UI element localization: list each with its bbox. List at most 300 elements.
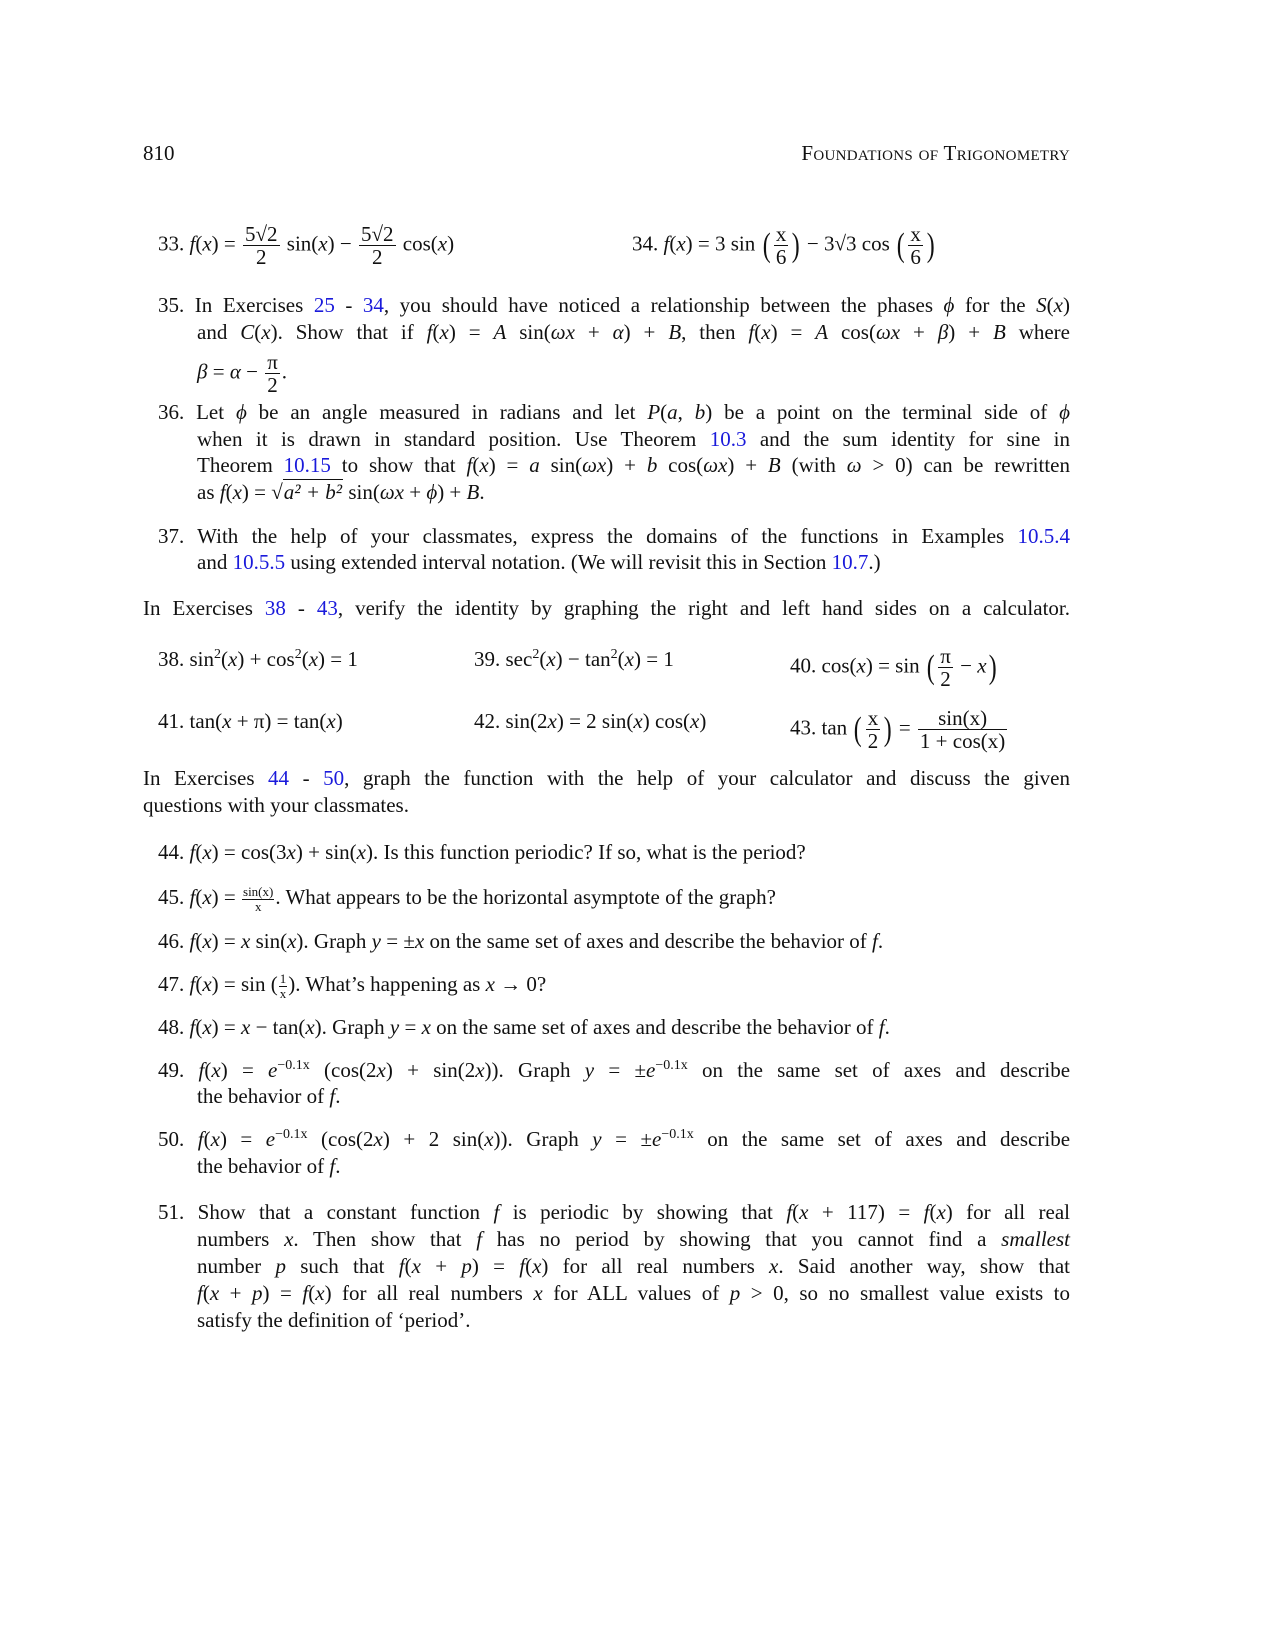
fraction-numerator: sin(x): [918, 707, 1007, 730]
fraction: [918, 707, 1007, 752]
math-variable: x: [689, 709, 700, 733]
text: 40. cos(: [790, 653, 857, 678]
text: (: [202, 1281, 210, 1305]
text: ) +: [727, 453, 768, 477]
text: ) − tan: [555, 647, 611, 671]
text: 48.: [158, 1015, 190, 1039]
math-variable: x: [761, 320, 771, 344]
fraction: [242, 885, 274, 914]
text: ): [447, 231, 455, 256]
superscript: −0.1x: [275, 1127, 308, 1142]
text: questions with your classmates.: [143, 793, 409, 817]
text: to show that: [330, 453, 467, 477]
math-variable: p: [729, 1281, 741, 1305]
text: (: [195, 840, 203, 864]
superscript: −0.1x: [661, 1127, 694, 1142]
math-variable: x: [202, 972, 212, 996]
exercise-50-line: [158, 1125, 1070, 1153]
math-variable: x: [228, 647, 238, 671]
text: ) =: [219, 1127, 266, 1151]
math-variable: x: [1053, 293, 1063, 317]
text: , you should have noticed a relationship between the phases: [383, 293, 944, 317]
text: ) + cos: [237, 647, 295, 671]
math-variable: ωx: [875, 320, 901, 344]
math-variable: f: [663, 231, 670, 256]
text: (cos(2: [307, 1127, 374, 1151]
math-variable: x: [479, 453, 489, 477]
math-variable: x: [241, 929, 251, 953]
exercise-42-line: [474, 707, 706, 735]
math-variable: x: [475, 1058, 485, 1082]
math-variable: f: [466, 453, 473, 477]
text: (: [539, 647, 547, 671]
exercise-51-line: [197, 1252, 1070, 1280]
text: = ±: [380, 929, 415, 953]
text: .: [884, 1015, 890, 1039]
fraction-numerator: 1: [279, 970, 287, 986]
text: ): [1062, 293, 1070, 317]
exercise-36-line: [197, 478, 485, 506]
text: 47.: [158, 972, 190, 996]
text: ): [699, 709, 707, 733]
fraction-denominator: 2: [867, 729, 879, 753]
math-variable: e: [265, 1127, 276, 1151]
math-variable: ωx: [703, 453, 728, 477]
text: ) =: [211, 1015, 242, 1039]
exercise-39-line: [474, 645, 674, 673]
text: =: [399, 1015, 422, 1039]
math-variable: x: [676, 231, 686, 256]
math-variable: p: [461, 1254, 472, 1278]
text: ) =: [488, 453, 530, 477]
text: ) = 1: [633, 647, 674, 671]
text: on the same set of axes and describe: [687, 1058, 1071, 1082]
math-variable: β: [197, 359, 208, 384]
text: (: [754, 320, 762, 344]
fraction-numerator: π: [940, 644, 951, 668]
math-variable: x: [202, 231, 212, 256]
text: ) for all real numbers: [324, 1281, 534, 1305]
fraction-denominator: 6: [910, 245, 921, 269]
text: ). Graph: [296, 929, 372, 953]
exercise-51-line: [197, 1279, 1070, 1307]
text: sin(: [506, 320, 551, 344]
text: 42. sin(2: [474, 709, 548, 733]
text: Theorem: [197, 453, 284, 477]
text: (: [929, 1200, 937, 1224]
text: ). Graph: [314, 1015, 390, 1039]
math-variable: a: [529, 453, 540, 477]
text: the behavior of: [197, 1154, 330, 1178]
text: ) =: [211, 231, 242, 256]
text: ) −: [327, 231, 357, 256]
exercise-36-line: [158, 398, 1070, 426]
fraction: [908, 223, 923, 268]
math-variable: x: [209, 1281, 220, 1305]
text: when it is drawn in standard position. Use Theorem: [197, 427, 710, 451]
text: ) + 2 sin(: [382, 1127, 485, 1151]
math-variable: e: [268, 1058, 278, 1082]
text: ): [335, 709, 343, 733]
text: . Then show that: [293, 1227, 477, 1251]
fraction-denominator: x: [254, 898, 262, 914]
math-variable: B: [668, 320, 682, 344]
math-variable: B: [767, 453, 781, 477]
exercise-33-line: [158, 222, 455, 269]
text: sin(: [250, 929, 288, 953]
text: ) = sin: [865, 653, 925, 678]
text: =: [893, 715, 916, 740]
exercise-36-line: [197, 451, 1070, 479]
fraction-denominator: 2: [371, 245, 383, 269]
text: 33.: [158, 231, 190, 256]
math-variable: f: [493, 1200, 500, 1224]
text: . What appears to be the horizontal asymptote of the graph?: [275, 885, 776, 909]
exercise-46-line: [158, 927, 883, 955]
math-variable: x: [222, 709, 232, 733]
text: 50.: [158, 1127, 198, 1151]
text: on the same set of axes and describe: [693, 1127, 1071, 1151]
fraction-numerator: x: [867, 706, 879, 730]
math-variable: f: [189, 840, 196, 864]
math-variable: x: [437, 231, 448, 256]
fraction-denominator: 6: [775, 245, 787, 269]
exercise-50-line: [197, 1152, 340, 1180]
math-variable: b: [694, 400, 706, 424]
text: =: [207, 359, 230, 384]
exercise-47-line: [158, 970, 547, 1001]
text: ) =: [471, 1254, 520, 1278]
text: − 3√3 cos: [801, 231, 896, 256]
text: (: [669, 231, 677, 256]
text: (: [617, 647, 625, 671]
math-variable: B: [992, 320, 1006, 344]
text: +: [403, 480, 427, 504]
math-variable: f: [197, 1127, 204, 1151]
text: = ±: [601, 1127, 652, 1151]
math-variable: α: [229, 359, 241, 384]
exercise-51-line: [197, 1306, 471, 1334]
instructions-38-43-line: [143, 594, 1070, 622]
text: ) =: [211, 885, 242, 909]
text: ) =: [220, 1058, 269, 1082]
text: In Exercises: [143, 766, 269, 790]
fraction-numerator: 5√2: [360, 222, 394, 246]
text: ) = √: [241, 480, 283, 504]
math-variable: f: [189, 885, 196, 909]
cross-reference-link[interactable]: 10.5.5: [232, 550, 286, 574]
text: ) cos(: [642, 709, 690, 733]
exercise-49-line: [197, 1082, 340, 1110]
math-variable: x: [373, 1127, 383, 1151]
text: . Said another way, show that: [778, 1254, 1070, 1278]
exercise-40-line: [790, 644, 998, 691]
cross-reference-link[interactable]: 10.3: [709, 427, 747, 451]
text: such that: [285, 1254, 399, 1278]
text: -: [285, 596, 317, 620]
exercise-44-line: [158, 838, 806, 866]
math-variable: smallest: [1001, 1227, 1070, 1251]
math-variable: x: [414, 929, 425, 953]
math-variable: x: [232, 480, 242, 504]
math-variable: p: [275, 1254, 286, 1278]
text: -: [289, 766, 324, 790]
text: for the: [954, 293, 1037, 317]
fraction-denominator: 2: [267, 373, 278, 397]
math-variable: f: [878, 1015, 885, 1039]
math-variable: x: [326, 709, 336, 733]
math-variable: S: [1036, 293, 1047, 317]
math-variable: f: [189, 929, 196, 953]
large-parenthesis: (: [762, 226, 771, 264]
page-number: 810: [143, 141, 175, 165]
math-variable: x: [533, 1281, 543, 1305]
fraction-numerator: sin(x): [243, 883, 274, 899]
math-variable: α: [612, 320, 624, 344]
math-variable: x: [633, 709, 643, 733]
cross-reference-link[interactable]: 50: [323, 766, 345, 790]
text: .: [335, 1084, 341, 1108]
math-variable: x: [261, 320, 271, 344]
text: (: [308, 1281, 316, 1305]
text: ) + sin(2: [385, 1058, 476, 1082]
fraction-numerator: x: [775, 222, 787, 246]
math-variable: f: [923, 1200, 930, 1224]
text: (: [1046, 293, 1054, 317]
math-variable: ϕ: [943, 293, 955, 317]
math-variable: x: [485, 972, 495, 996]
math-variable: x: [936, 1200, 946, 1224]
instructions-44-50-line: [143, 791, 409, 819]
fraction-denominator: 1 + cos(x): [919, 729, 1006, 753]
text: satisfy the definition of ‘period’.: [197, 1308, 471, 1332]
large-parenthesis: ): [883, 710, 892, 748]
exercise-49-line: [158, 1056, 1070, 1084]
text: ) = 1: [318, 647, 358, 671]
text: ) for all real: [945, 1200, 1070, 1224]
text: (: [472, 453, 480, 477]
text: (: [203, 1127, 211, 1151]
text: ) for all real numbers: [541, 1254, 770, 1278]
math-variable: f: [302, 1281, 309, 1305]
math-variable: f: [398, 1254, 405, 1278]
superscript: 2: [532, 647, 540, 662]
fraction-denominator: 2: [256, 245, 267, 269]
text: on the same set of axes and describe the behavior of: [424, 929, 873, 953]
math-variable: x: [287, 929, 297, 953]
text: 36. Let: [158, 400, 236, 424]
text: +: [420, 1254, 462, 1278]
math-variable: a: [667, 400, 678, 424]
text: sin(: [539, 453, 583, 477]
text: 35. In Exercises: [158, 293, 314, 317]
text: sin(: [281, 231, 319, 256]
math-variable: y: [371, 929, 381, 953]
math-variable: y: [592, 1127, 602, 1151]
cross-reference-link[interactable]: 25: [313, 293, 335, 317]
text: ) = cos(3: [211, 840, 287, 864]
text: ). Is this function periodic? If so, what is the period?: [366, 840, 806, 864]
superscript: 2: [610, 647, 618, 662]
square-root-radicand: a² + b²: [283, 480, 343, 504]
math-variable: f: [786, 1200, 793, 1224]
math-variable: x: [315, 1281, 325, 1305]
fraction-denominator: 2: [940, 667, 951, 691]
text: has no period by showing that you cannot find a: [482, 1227, 1002, 1251]
cross-reference-link[interactable]: 10.5.4: [1017, 524, 1070, 548]
text: , then: [681, 320, 749, 344]
math-variable: f: [189, 231, 196, 256]
fraction-denominator: x: [279, 985, 287, 1001]
math-variable: B: [466, 480, 480, 504]
text: (: [221, 647, 229, 671]
text: .: [877, 929, 884, 953]
text: ) +: [606, 453, 647, 477]
math-variable: x: [202, 840, 212, 864]
math-variable: x: [202, 1015, 212, 1039]
exercise-36-line: [197, 425, 1070, 453]
text: )). Graph: [493, 1127, 593, 1151]
text: ) +: [948, 320, 993, 344]
exercise-51-line: [158, 1198, 1070, 1226]
text: +: [219, 1281, 253, 1305]
text: = ±: [594, 1058, 646, 1082]
text: 45.: [158, 885, 190, 909]
text: → 0?: [494, 972, 547, 996]
text: the behavior of: [197, 1084, 330, 1108]
superscript: −0.1x: [277, 1058, 310, 1073]
exercise-38-line: [158, 645, 358, 673]
text: (: [225, 480, 233, 504]
cross-reference-link[interactable]: 44: [268, 766, 290, 790]
cross-reference-link[interactable]: 34: [362, 293, 384, 317]
math-variable: x: [210, 1127, 220, 1151]
text: + π) = tan(: [231, 709, 327, 733]
math-variable: p: [252, 1281, 263, 1305]
math-variable: x: [532, 1254, 542, 1278]
math-variable: ωx: [582, 453, 607, 477]
text: is periodic by showing that: [499, 1200, 787, 1224]
exercise-41-line: [158, 707, 343, 735]
superscript: 2: [214, 647, 222, 662]
text: ,: [677, 400, 695, 424]
text: 51. Show that a constant function: [158, 1200, 494, 1224]
math-variable: x: [284, 1227, 294, 1251]
text: ). Show that if: [270, 320, 427, 344]
math-variable: x: [439, 320, 449, 344]
math-variable: P: [647, 400, 661, 424]
text: (: [792, 1200, 800, 1224]
text: cos(: [828, 320, 876, 344]
text: ) = 3 sin: [685, 231, 761, 256]
math-variable: f: [219, 480, 226, 504]
fraction: [265, 351, 280, 396]
fraction: [866, 707, 881, 752]
text: 41. tan(: [158, 709, 223, 733]
text: ) =: [211, 929, 242, 953]
math-variable: x: [856, 653, 866, 678]
exercise-35-line: [197, 318, 1070, 346]
text: −: [954, 653, 978, 678]
fraction-numerator: x: [910, 222, 921, 246]
cross-reference-link[interactable]: 43: [316, 596, 338, 620]
math-variable: x: [376, 1058, 386, 1082]
text: 37. With the help of your classmates, express the domains of the functions in Examples: [158, 524, 1018, 548]
instructions-44-50-line: [143, 764, 1070, 792]
text: (: [195, 1015, 203, 1039]
fraction: [279, 972, 288, 1001]
math-variable: f: [189, 972, 196, 996]
text: , graph the function with the help of your calculator and discuss the given: [344, 766, 1070, 790]
math-variable: ω: [846, 453, 862, 477]
fraction-numerator: π: [267, 350, 278, 374]
text: ) = 2 sin(: [556, 709, 634, 733]
text: In Exercises: [143, 596, 265, 620]
text: .: [479, 480, 485, 504]
text: .: [281, 359, 288, 384]
math-variable: x: [769, 1254, 779, 1278]
math-variable: x: [241, 1015, 251, 1039]
exercise-51-line: [197, 1225, 1070, 1253]
fraction: [359, 223, 396, 268]
cross-reference-link[interactable]: 10.15: [283, 453, 331, 477]
exercise-34-line: [632, 222, 936, 269]
math-variable: x: [484, 1127, 494, 1151]
math-variable: ωx: [550, 320, 575, 344]
math-variable: x: [286, 840, 296, 864]
cross-reference-link[interactable]: 10.7: [831, 550, 869, 574]
text: , verify the identity by graphing the right and left hand sides on a calculator.: [337, 596, 1070, 620]
math-variable: x: [305, 1015, 315, 1039]
text: ) =: [448, 320, 494, 344]
text: cos(: [657, 453, 704, 477]
math-variable: A: [493, 320, 507, 344]
math-variable: f: [426, 320, 433, 344]
text: ) + sin(: [295, 840, 357, 864]
math-variable: x: [546, 647, 556, 671]
text: ). What’s happening as: [288, 972, 486, 996]
math-variable: e: [646, 1058, 656, 1082]
math-variable: x: [421, 1015, 431, 1039]
math-variable: f: [519, 1254, 526, 1278]
text: numbers: [197, 1227, 285, 1251]
math-variable: x: [211, 1058, 221, 1082]
text: using extended interval notation. (We will revisit this in Section: [285, 550, 832, 574]
text: and: [197, 320, 241, 344]
math-variable: f: [329, 1084, 336, 1108]
text: 34.: [632, 231, 664, 256]
text: ) +: [437, 480, 467, 504]
math-variable: f: [476, 1227, 483, 1251]
text: 39. sec: [474, 647, 533, 671]
math-variable: f: [189, 1015, 196, 1039]
text: (: [432, 320, 440, 344]
math-variable: x: [977, 653, 987, 678]
large-parenthesis: (: [854, 710, 863, 748]
exercise-45-line: [158, 883, 776, 914]
text: for ALL values of: [542, 1281, 730, 1305]
text: cos(: [397, 231, 438, 256]
large-parenthesis: ): [988, 648, 997, 686]
text: number: [197, 1254, 276, 1278]
text: (: [195, 972, 203, 996]
text: > 0, so no smallest value exists to: [740, 1281, 1071, 1305]
cross-reference-link[interactable]: 38: [264, 596, 286, 620]
math-variable: x: [202, 929, 212, 953]
math-variable: y: [584, 1058, 595, 1082]
math-variable: β: [937, 320, 949, 344]
text: (: [660, 400, 668, 424]
